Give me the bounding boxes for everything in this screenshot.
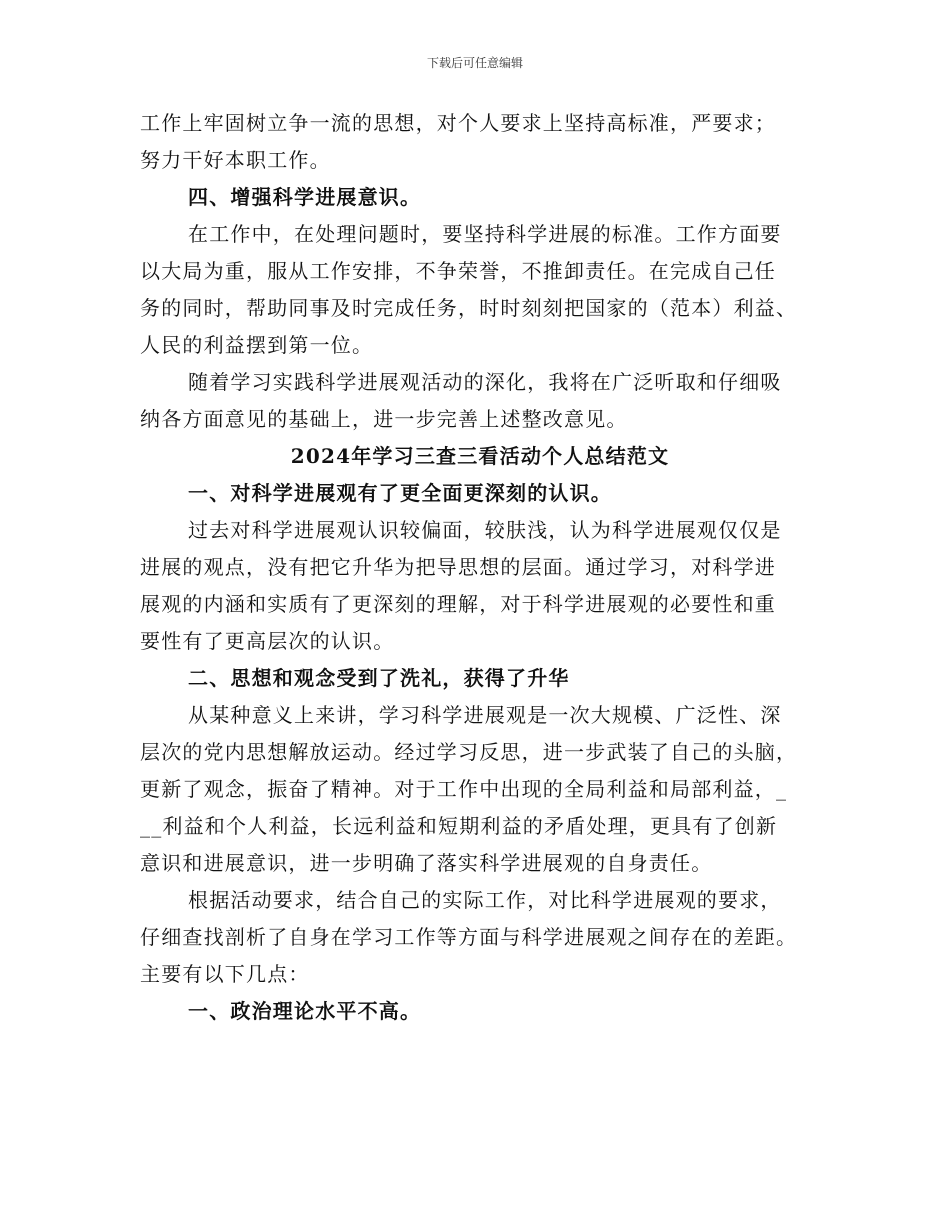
- paragraph-start-line: 过去对科学进展观认识较偏面，较肤浅，认为科学进展观仅仅是: [188, 518, 782, 542]
- text-line: 进展的观点，没有把它升华为把导思想的层面。通过学习，对科学进: [140, 555, 776, 579]
- document-title: 2024年学习三查三看活动个人总结范文: [290, 444, 670, 468]
- text-line: 仔细查找剖析了自身在学习工作等方面与科学进展观之间存在的差距。: [140, 925, 798, 949]
- section-heading: 一、对科学进展观有了更全面更深刻的认识。: [188, 481, 612, 505]
- document-body: [140, 105, 820, 1030]
- text-line: 更新了观念，振奋了精神。对于工作中出现的全局利益和局部利益，_: [140, 777, 788, 801]
- text-line: 主要有以下几点：: [140, 962, 310, 986]
- section-heading: 二、思想和观念受到了洗礼，获得了升华: [188, 666, 570, 690]
- text-line: 意识和进展意识，进一步明确了落实科学进展观的自身责任。: [140, 851, 713, 875]
- text-line: 展观的内涵和实质有了更深刻的理解，对于科学进展观的必要性和重: [140, 592, 776, 616]
- text-line: 以大局为重，服从工作安排，不争荣誉，不推卸责任。在完成自己任: [140, 259, 776, 283]
- text-line: 层次的党内思想解放运动。经过学习反思，进一步武装了自己的头脑，: [140, 740, 798, 764]
- paragraph-start-line: 根据活动要求，结合自己的实际工作，对比科学进展观的要求，: [188, 888, 782, 912]
- paragraph-start-line: 在工作中，在处理问题时，要坚持科学进展的标准。工作方面要: [188, 222, 782, 246]
- text-line: __利益和个人利益，长远利益和短期利益的矛盾处理，更具有了创新: [140, 814, 778, 838]
- text-line: 纳各方面意见的基础上，进一步完善上述整改意见。: [140, 407, 628, 431]
- paragraph-start-line: 从某种意义上来讲，学习科学进展观是一次大规模、广泛性、深: [188, 703, 782, 727]
- text-line: 努力干好本职工作。: [140, 148, 331, 172]
- text-line: 人民的利益摆到第一位。: [140, 333, 374, 357]
- section-heading: 四、增强科学进展意识。: [188, 185, 422, 209]
- section-heading: 一、政治理论水平不高。: [188, 999, 422, 1023]
- page-header-note: 下载后可任意编辑: [426, 56, 523, 70]
- text-line: 务的同时，帮助同事及时完成任务，时时刻刻把国家的（范本）利益、: [140, 296, 798, 320]
- text-line: 要性有了更高层次的认识。: [140, 629, 395, 653]
- text-line: 工作上牢固树立争一流的思想，对个人要求上坚持高标准，严要求；: [140, 111, 776, 135]
- paragraph-start-line: 随着学习实践科学进展观活动的深化，我将在广泛听取和仔细吸: [188, 370, 782, 394]
